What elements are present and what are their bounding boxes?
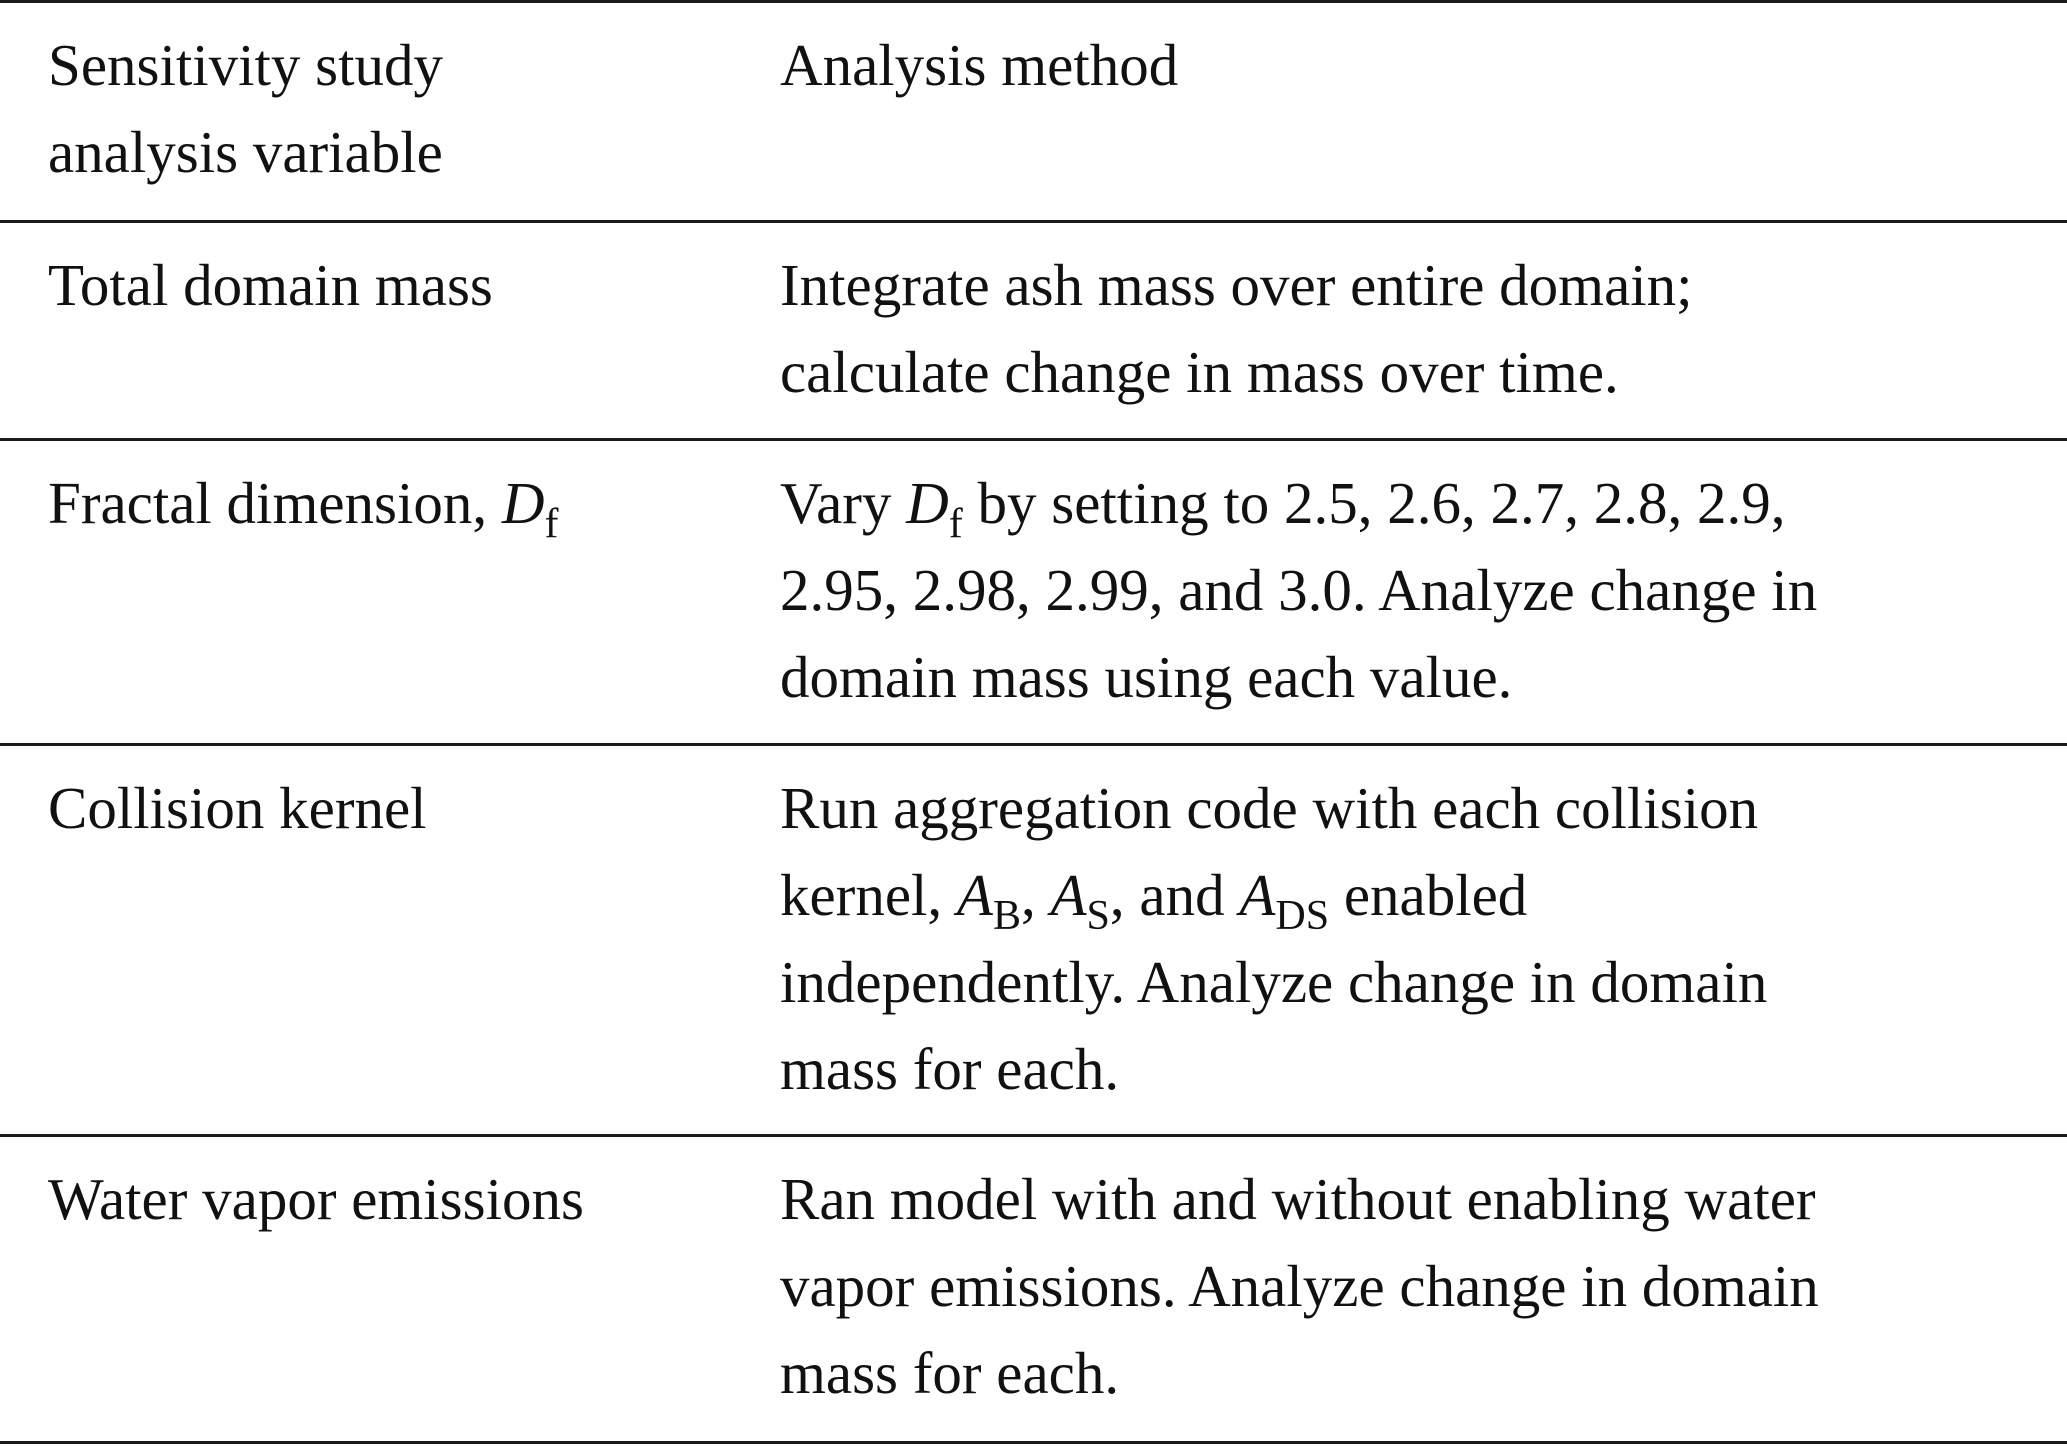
table-row-variable (48, 460, 559, 547)
method-text: kernel, (780, 862, 957, 928)
header-method (780, 22, 1178, 109)
method-line: vapor emissions. Analyze change in domain (780, 1253, 1819, 1319)
kernel-subscript-ds: DS (1275, 893, 1330, 939)
method-text: enabled (1329, 862, 1528, 928)
kernel-subscript-b: B (992, 893, 1021, 939)
kernel-symbol: A (956, 862, 993, 928)
table-row-method (780, 242, 1693, 416)
method-line: mass for each. (780, 1340, 1120, 1406)
method-line: Integrate ash mass over entire domain; (780, 252, 1693, 318)
method-text: by setting to 2.5, 2.6, 2.7, 2.8, 2.9, (962, 470, 1786, 536)
method-line (780, 852, 1767, 939)
method-text: Vary (780, 470, 907, 536)
method-line: Run aggregation code with each collision (780, 775, 1759, 841)
table-bottom-rule (0, 1441, 2067, 1444)
method-line: 2.95, 2.98, 2.99, and 3.0. Analyze change in (780, 557, 1818, 623)
header-variable (48, 22, 443, 196)
row-divider (0, 438, 2067, 441)
method-line: calculate change in mass over time. (780, 339, 1619, 405)
table-row-method (780, 1156, 1819, 1417)
table-row-variable (48, 1156, 584, 1243)
fractal-subscript: f (544, 501, 559, 547)
variable-text: Collision kernel (48, 775, 427, 841)
fractal-subscript: f (948, 501, 963, 547)
variable-text (48, 460, 559, 547)
method-line: Ran model with and without enabling water (780, 1166, 1816, 1232)
method-line (780, 460, 1817, 547)
variable-prefix: Fractal dimension, (48, 470, 502, 536)
kernel-symbol: A (1239, 862, 1276, 928)
table-row-method (780, 460, 1817, 721)
header-bottom-rule (0, 220, 2067, 223)
table-top-rule (0, 0, 2067, 3)
fractal-symbol: D (906, 470, 949, 536)
row-divider (0, 743, 2067, 746)
method-line: domain mass using each value. (780, 644, 1513, 710)
kernel-symbol: A (1050, 862, 1087, 928)
method-line: mass for each. (780, 1036, 1120, 1102)
method-line: independently. Analyze change in domain (780, 949, 1768, 1015)
header-variable-line: Sensitivity study (48, 32, 444, 98)
fractal-symbol: D (501, 470, 545, 536)
table-row-variable (48, 242, 493, 329)
header-method-line: Analysis method (780, 32, 1179, 98)
variable-text: Total domain mass (48, 252, 493, 318)
header-variable-line: analysis variable (48, 119, 443, 185)
table-row-method (780, 765, 1767, 1113)
row-divider (0, 1134, 2067, 1137)
kernel-subscript-s: S (1086, 893, 1110, 939)
method-text: , (1020, 862, 1051, 928)
method-text: , and (1109, 862, 1240, 928)
variable-text: Water vapor emissions (48, 1166, 584, 1232)
table-row-variable (48, 765, 427, 852)
